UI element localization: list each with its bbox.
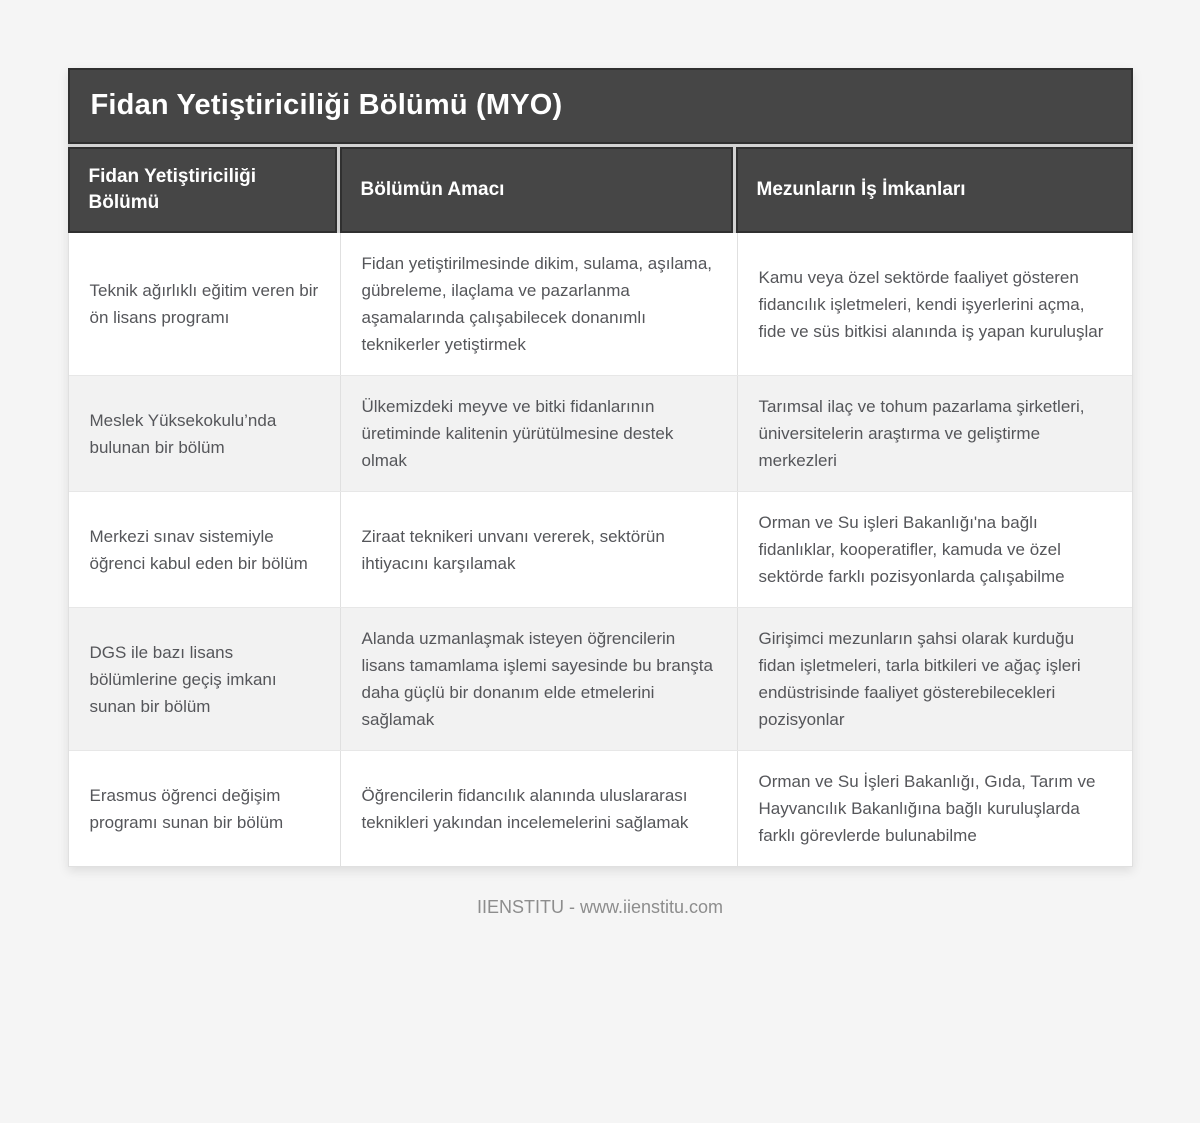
table-row (69, 607, 1132, 750)
cell-bolum (69, 492, 340, 607)
cell-text: Ziraat teknikeri unvanı vererek, sektörün ihtiyacını karşılamak (361, 526, 665, 573)
department-info-table (68, 68, 1133, 867)
cell-text: Kamu veya özel sektörde faaliyet gösteren fidancılık işletmeleri, kendi işyerlerini açma, fide ve süs bitkisi alanında iş yapan kuruluşlar (758, 267, 1104, 341)
cell-is-imkanlari (737, 492, 1132, 607)
table-row (69, 375, 1132, 491)
cell-bolum (69, 376, 340, 491)
cell-text: Fidan yetiştirilmesinde dikim, sulama, aşılama, gübreleme, ilaçlama ve pazarlanma aşamalarında çalışabilecek donanımlı teknikerler yetiştirmek (361, 254, 713, 354)
cell-amac (340, 608, 737, 750)
table-title: Fidan Yetiştiriciliği Bölümü (MYO) (68, 68, 1133, 144)
cell-is-imkanlari (737, 751, 1132, 866)
cell-text: Meslek Yüksekokulu’nda bulunan bir bölüm (89, 410, 277, 457)
table-row (69, 233, 1132, 375)
cell-is-imkanlari (737, 233, 1132, 375)
cell-amac (340, 492, 737, 607)
cell-bolum (69, 608, 340, 750)
cell-bolum (69, 233, 340, 375)
cell-text: Erasmus öğrenci değişim programı sunan bir bölüm (89, 785, 284, 832)
column-header-is-imkanlari: Mezunların İş İmkanları (736, 147, 1133, 233)
column-header-bolum: Fidan Yetiştiriciliği Bölümü (68, 147, 337, 233)
cell-text: Orman ve Su İşleri Bakanlığı, Gıda, Tarım ve Hayvancılık Bakanlığına bağlı kuruluşlarda farklı görevlerde bulunabilme (758, 772, 1096, 845)
cell-amac (340, 233, 737, 375)
cell-text: Girişimci mezunların şahsi olarak kurduğu fidan işletmeleri, tarla bitkileri ve ağaç işleri endüstrisinde faaliyet gösterebilecekleri pozisyonlar (758, 629, 1081, 729)
cell-amac (340, 751, 737, 866)
cell-text: Öğrencilerin fidancılık alanında uluslararası teknikleri yakından incelemelerini sağlamak (361, 785, 689, 832)
column-header-row (68, 147, 1133, 233)
cell-text: Alanda uzmanlaşmak isteyen öğrencilerin lisans tamamlama işlemi sayesinde bu branşta daha güçlü bir donanım elde etmelerini sağlamak (361, 629, 713, 729)
cell-bolum (69, 751, 340, 866)
table-row (69, 491, 1132, 607)
cell-text: Ülkemizdeki meyve ve bitki fidanlarının üretiminde kalitenin yürütülmesine destek olmak (361, 397, 674, 470)
cell-text: Merkezi sınav sistemiyle öğrenci kabul eden bir bölüm (89, 526, 308, 573)
cell-text: Teknik ağırlıklı eğitim veren bir ön lisans programı (89, 281, 319, 327)
cell-is-imkanlari (737, 608, 1132, 750)
table-row (69, 750, 1132, 866)
cell-text: DGS ile bazı lisans bölümlerine geçiş imkanı sunan bir bölüm (89, 642, 277, 716)
column-header-amac: Bölümün Amacı (340, 147, 733, 233)
page-background (0, 68, 1200, 1123)
cell-text: Tarımsal ilaç ve tohum pazarlama şirketleri, üniversitelerin araştırma ve geliştirme merkezleri (758, 397, 1085, 470)
cell-amac (340, 376, 737, 491)
footer-credit: IIENSTITU - www.iienstitu.com (476, 897, 724, 917)
cell-text: Orman ve Su işleri Bakanlığı'na bağlı fidanlıklar, kooperatifler, kamuda ve özel sektörde farklı pozisyonlarda çalışabilme (758, 513, 1065, 586)
cell-is-imkanlari (737, 376, 1132, 491)
table-body (68, 233, 1133, 867)
table-header-section (68, 68, 1133, 233)
